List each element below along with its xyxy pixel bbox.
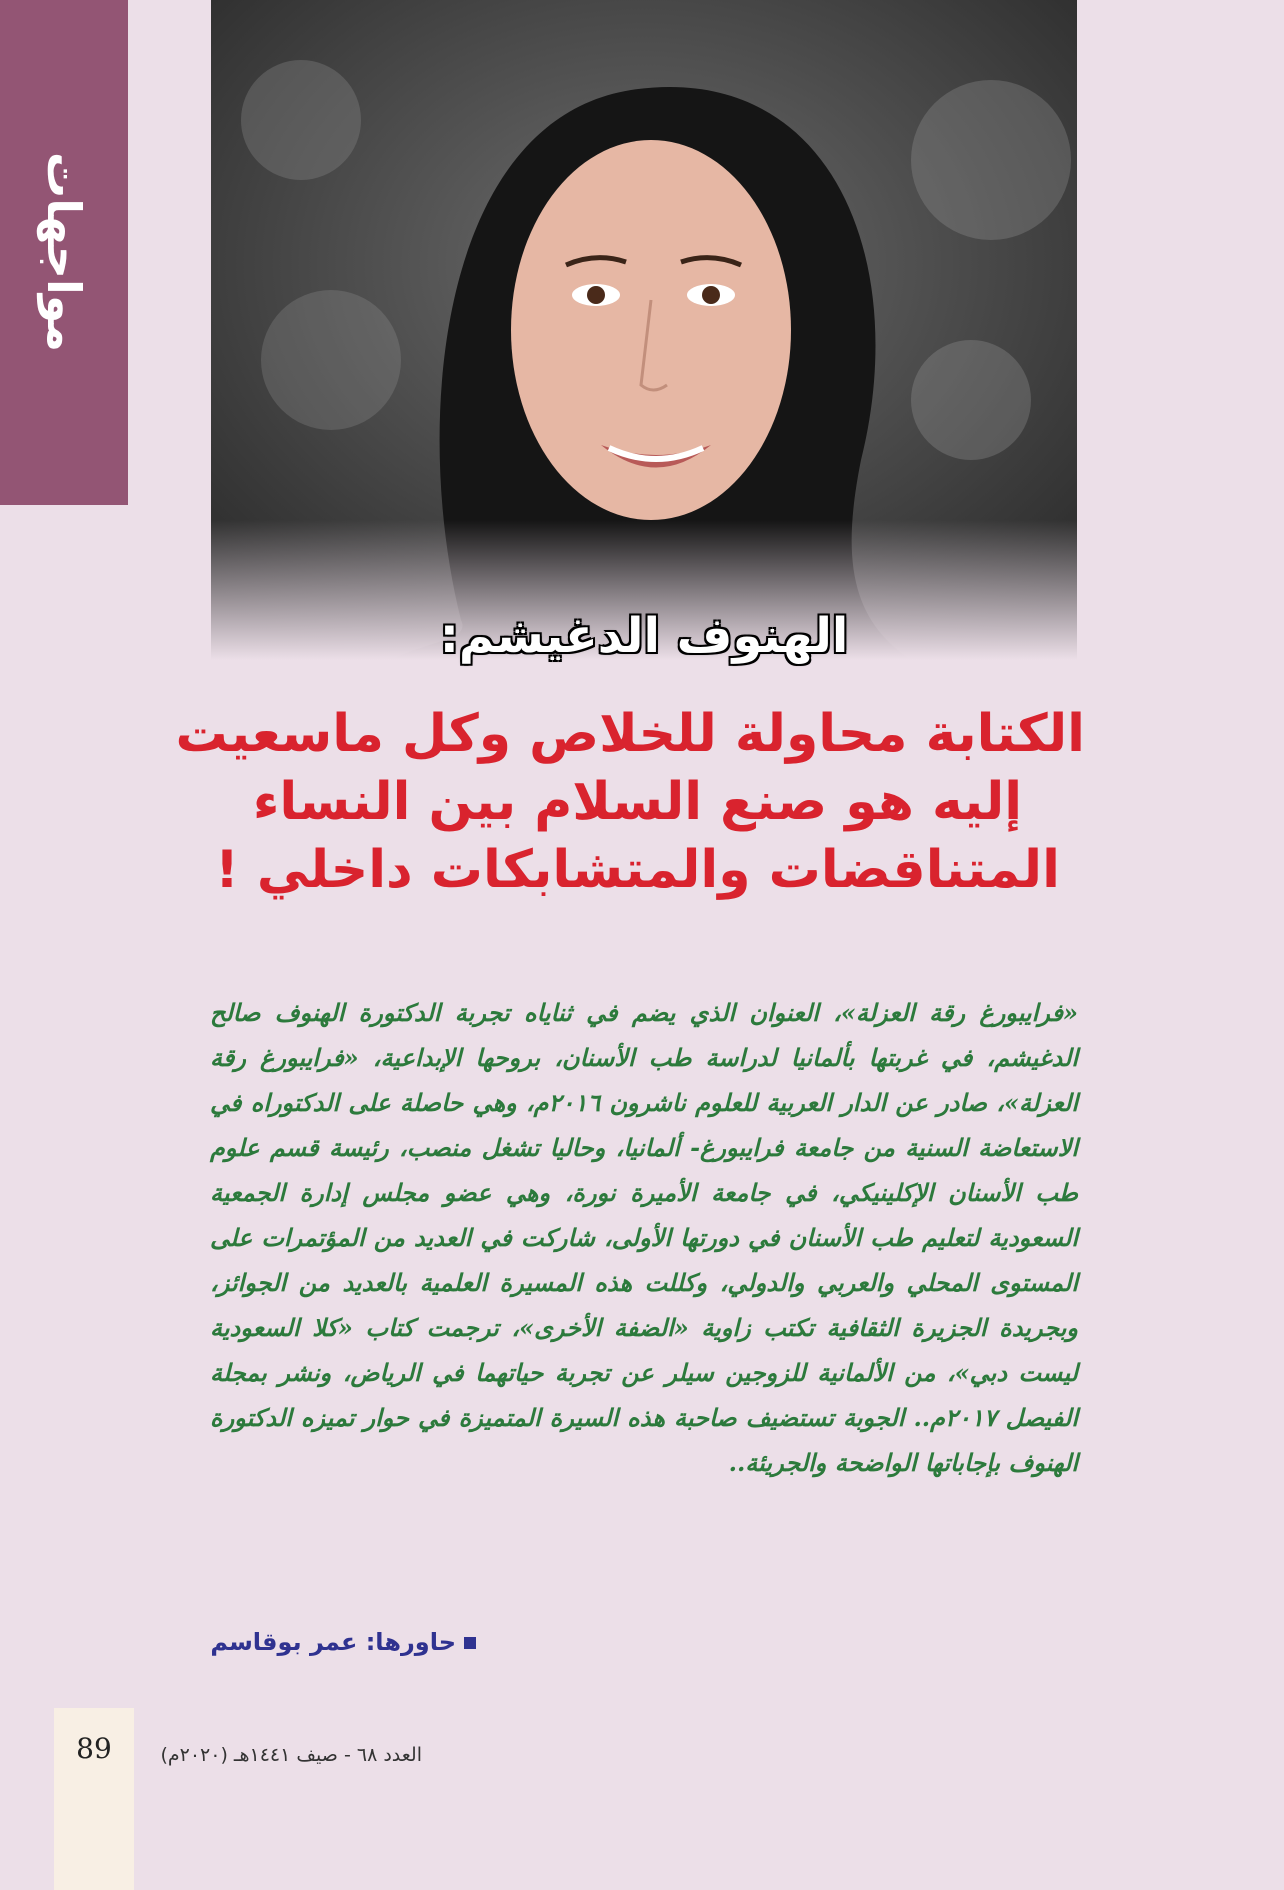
section-tab xyxy=(0,0,128,505)
headline-line-3: المتناقضات والمتشابكات داخلي ! xyxy=(215,840,1060,900)
intro-paragraph: «فرايبورغ رقة العزلة»، العنوان الذي يضم في ثناياه تجربة الدكتورة الهنوف صالح الدغيشم، في غربتها بألمانيا لدراسة طب الأسنان، بروحها الإبداعية، «فرايبورغ رقة العزلة»، صادر عن الدار العربية للعلوم ناشرون ٢٠١٦م، وهي حاصلة على الدكتوراه في الاستعاضة السنية من جامعة فرايبورغ- ألمانيا، وحاليا تشغل منصب، رئيسة قسم علوم طب الأسنان الإكلينيكي، في جامعة الأميرة نورة، وهي عضو مجلس إدارة الجمعية السعودية لتعليم طب الأسنان في دورتها الأولى، شاركت في العديد من المؤتمرات على المستوى المحلي والعربي والدولي، وكللت هذه المسيرة العلمية بالعديد من الجوائز، وبجريدة الجزيرة الثقافية تكتب زاوية «الضفة الأخرى»، ترجمت كتاب «كلا السعودية ليست دبي»، من الألمانية للزوجين سيلر عن تجربة حياتهما في الرياض، ونشر بمجلة الفيصل ٢٠١٧م.. الجوبة تستضيف صاحبة هذه السيرة المتميزة في حوار تميزه الدكتورة الهنوف بإجاباتها الواضحة والجريئة.. xyxy=(210,998,1078,1477)
byline-text: حاورها: عمر بوقاسم xyxy=(210,1628,456,1656)
headline-line-1: الكتابة محاولة للخلاص وكل ماسعيت xyxy=(175,704,1085,764)
section-label: مواجهات xyxy=(37,152,91,353)
guest-name: الهنوف الدغيشم: xyxy=(439,608,849,664)
byline xyxy=(210,1628,476,1656)
headline-line-2: إليه هو صنع السلام بين النساء xyxy=(252,772,1023,832)
portrait-photo xyxy=(211,0,1077,660)
portrait-icon xyxy=(211,0,1077,660)
issue-info: العدد ٦٨ - صيف ١٤٤١هـ (٢٠٢٠م) xyxy=(160,1744,422,1766)
headline xyxy=(175,700,1085,904)
bullet-square-icon xyxy=(464,1637,476,1649)
page-number: 89 xyxy=(76,1732,112,1765)
